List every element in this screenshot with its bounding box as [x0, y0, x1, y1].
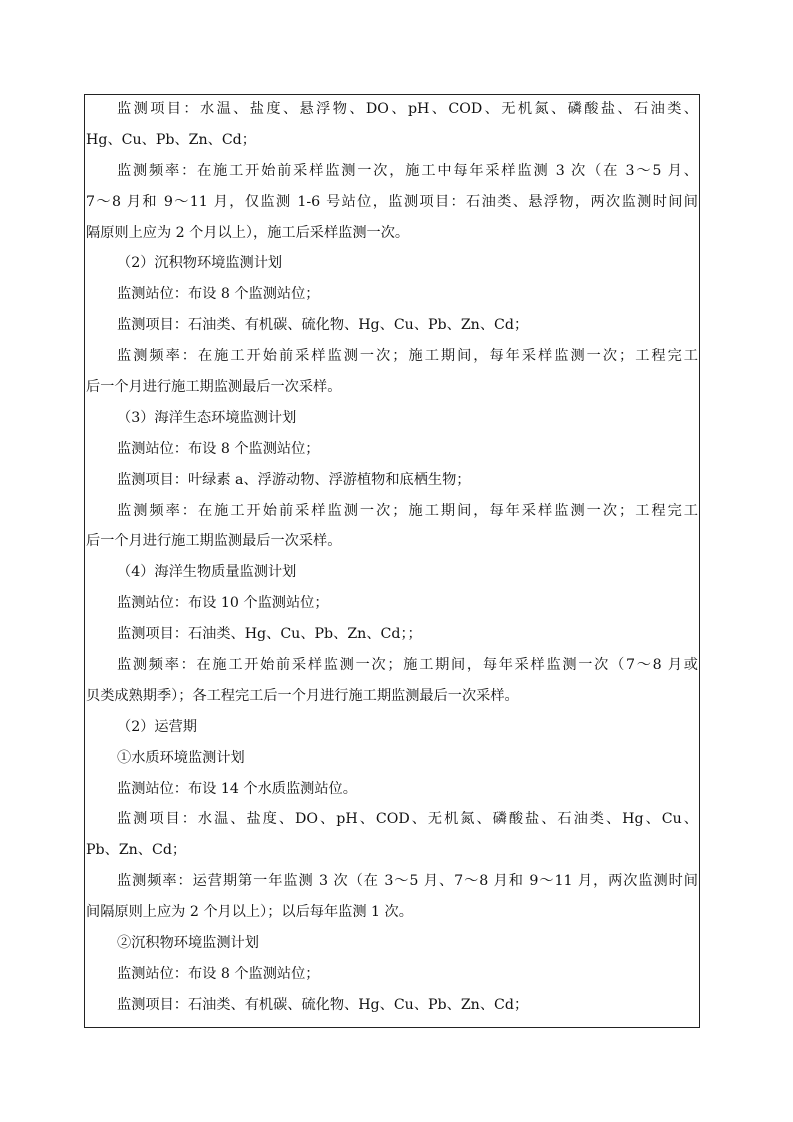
text-line: 后一个月进行施工期监测最后一次采样。	[86, 533, 342, 550]
text-line: 监测频率：在施工开始前采样监测一次；施工期间，每年采样监测一次；工程完工	[117, 348, 698, 365]
text-line: Pb、Zn、Cd；	[86, 842, 187, 859]
text-line: （4）海洋生物质量监测计划	[117, 564, 297, 581]
text-line: 监测频率：运营期第一年监测 3 次（在 3～5 月、7～8 月和 9～11 月，两次监测时间	[117, 873, 698, 890]
document-body	[86, 94, 698, 1021]
text-line: 监测站位：布设 8 个监测站位；	[117, 286, 320, 303]
text-line: 监测站位：布设 14 个水质监测站位。	[117, 780, 357, 797]
text-line: 监测项目：叶绿素 a、浮游动物、浮游植物和底栖生物；	[117, 471, 471, 488]
text-line: 监测项目：水温、盐度、悬浮物、DO、pH、COD、无机氮、磷酸盐、石油类、	[117, 101, 698, 117]
text-line: 7～8 月和 9～11 月，仅监测 1-6 号站位，监测项目：石油类、悬浮物，两次监测时间间	[86, 193, 698, 210]
text-line: 贝类成熟期季）；各工程完工后一个月进行施工期监测最后一次采样。	[86, 687, 519, 704]
text-line: 监测站位：布设 8 个监测站位；	[117, 965, 320, 982]
text-line: 监测站位：布设 10 个监测站位；	[117, 595, 329, 612]
text-line: （3）海洋生态环境监测计划	[117, 409, 297, 426]
text-line: ①水质环境监测计划	[117, 749, 245, 766]
text-line: （2）沉积物环境监测计划	[117, 255, 283, 272]
text-line: ②沉积物环境监测计划	[117, 935, 259, 952]
text-line: 监测项目：水温、盐度、DO、pH、COD、无机氮、磷酸盐、石油类、Hg、Cu、	[117, 811, 698, 828]
text-line: Hg、Cu、Pb、Zn、Cd；	[86, 131, 256, 148]
text-line: 间隔原则上应为 2 个月以上）；以后每年监测 1 次。	[86, 904, 413, 921]
text-line: 监测项目：石油类、有机碳、硫化物、Hg、Cu、Pb、Zn、Cd；	[117, 317, 529, 334]
text-line: 监测频率：在施工开始前采样监测一次；施工期间，每年采样监测一次；工程完工	[117, 502, 698, 519]
text-line: 后一个月进行施工期监测最后一次采样。	[86, 379, 342, 396]
text-line: 监测站位：布设 8 个监测站位；	[117, 440, 320, 457]
text-line: 监测频率：在施工开始前采样监测一次，施工中每年采样监测 3 次（在 3～5 月、	[117, 162, 698, 179]
text-line: 隔原则上应为 2 个月以上），施工后采样监测一次。	[86, 224, 410, 241]
text-line: 监测频率：在施工开始前采样监测一次；施工期间，每年采样监测一次（7～8 月或	[117, 657, 698, 674]
text-line: 监测项目：石油类、Hg、Cu、Pb、Zn、Cd；；	[117, 626, 422, 643]
text-line: 监测项目：石油类、有机碳、硫化物、Hg、Cu、Pb、Zn、Cd；	[117, 996, 529, 1013]
text-line: （2）运营期	[117, 718, 197, 735]
